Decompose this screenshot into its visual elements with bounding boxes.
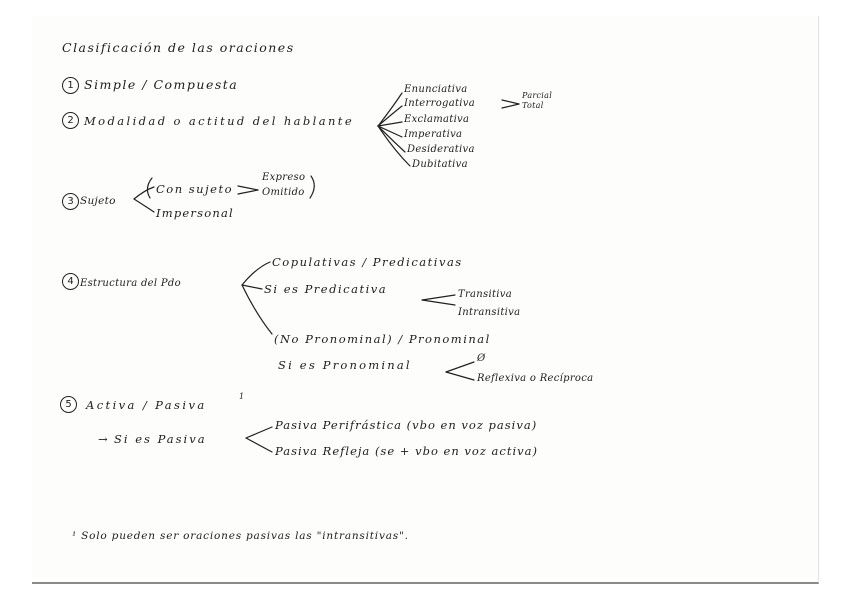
section-3-label: Sujeto: [80, 195, 116, 207]
section-4-label: Estructura del Pdo: [80, 278, 181, 289]
branch-line: [238, 186, 258, 190]
branch-line: [238, 190, 258, 194]
branch-line: [422, 295, 455, 300]
branch-line: [378, 126, 405, 152]
arrow-icon: →: [98, 432, 110, 446]
branch-line: [422, 300, 455, 305]
branch-line: [134, 187, 154, 199]
predicativa-sub: Intransitiva: [458, 307, 521, 318]
predicativa-sub: Transitiva: [458, 289, 513, 300]
footnote: ¹ Solo pueden ser oraciones pasivas las "intransitivas".: [72, 530, 409, 542]
branch-line: [446, 372, 474, 380]
page-title: Clasificación de las oraciones: [62, 40, 295, 55]
branch-line: [134, 199, 154, 212]
con-sujeto: Con sujeto: [156, 182, 234, 196]
interrogativa-sub: Total: [522, 101, 544, 110]
branch-line: [502, 100, 519, 104]
footnote-marker: 1: [239, 392, 245, 401]
pronominal: (No Pronominal) / Pronominal: [274, 332, 491, 346]
section-2-label: Modalidad o actitud del hablante: [84, 114, 355, 128]
modalidad-item: Desiderativa: [407, 144, 475, 155]
pasiva-sub: Pasiva Refleja (se + vbo en voz activa): [275, 444, 538, 458]
copulativas: Copulativas / Predicativas: [272, 255, 463, 269]
si-pronominal: Si es Pronominal: [278, 358, 412, 372]
section-number-4: 4: [62, 273, 79, 290]
section-1-label: Simple / Compuesta: [84, 77, 239, 92]
pronominal-sub: Ø: [477, 353, 486, 364]
modalidad-item: Interrogativa: [404, 98, 475, 109]
section-number-5: 5: [60, 396, 77, 413]
bracket: [310, 176, 314, 198]
branch-line: [446, 362, 474, 372]
pasiva-sub: Pasiva Perifrástica (vbo en voz pasiva): [275, 418, 538, 432]
modalidad-item: Dubitativa: [412, 159, 468, 170]
branch-line: [502, 104, 519, 108]
si-predicativa: Si es Predicativa: [264, 282, 388, 296]
section-5-label: Activa / Pasiva: [86, 398, 207, 412]
branch-line: [246, 438, 272, 452]
modalidad-item: Enunciativa: [404, 84, 468, 95]
section-number-2: 2: [62, 112, 79, 129]
section-number-1: 1: [62, 77, 79, 94]
si-pasiva: Si es Pasiva: [114, 432, 207, 446]
sujeto-sub: Omitido: [262, 187, 305, 198]
modalidad-item: Imperativa: [404, 129, 463, 140]
sujeto-sub: Expreso: [262, 172, 306, 183]
impersonal: Impersonal: [156, 206, 234, 220]
section-number-3: 3: [62, 193, 79, 210]
interrogativa-sub: Parcial: [522, 91, 553, 100]
pronominal-sub: Reflexiva o Recíproca: [477, 373, 594, 384]
branch-line: [246, 427, 272, 438]
branch-line: [242, 285, 262, 289]
modalidad-item: Exclamativa: [404, 114, 470, 125]
